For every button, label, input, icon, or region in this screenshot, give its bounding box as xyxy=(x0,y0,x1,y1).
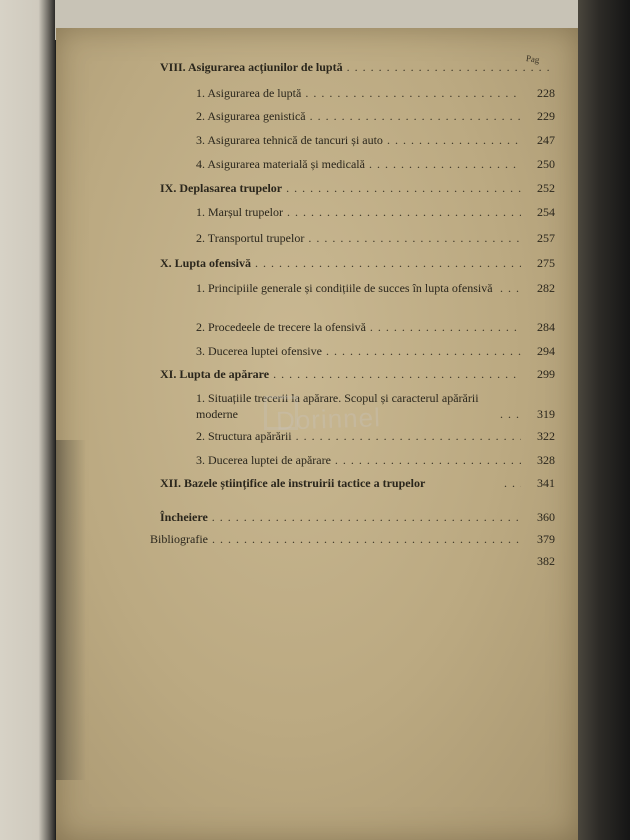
toc-entry-label: 1. Situațiile trecerii la apărare. Scopul și caracterul apărării moderne xyxy=(196,391,479,421)
toc-entry-viii-2 xyxy=(196,109,555,124)
toc-leader-dots xyxy=(496,407,521,422)
toc-page-number: 275 xyxy=(537,256,555,270)
toc-entry-incheiere xyxy=(160,510,555,525)
toc-entry-xi xyxy=(160,367,555,382)
toc-leader-dots xyxy=(283,205,521,220)
toc-page-number: 254 xyxy=(537,205,555,219)
toc-entry-label: 2. Procedeele de trecere la ofensivă xyxy=(196,320,366,334)
toc-entry-label: 3. Ducerea luptei ofensive xyxy=(196,344,322,358)
toc-leader-dots xyxy=(306,109,521,124)
toc-entry-label: XII. Bazele științifice ale instruirii tactice a trupelor xyxy=(160,476,426,490)
toc-entry-label: 2. Transportul trupelor xyxy=(196,231,305,245)
toc-entry-ix-2 xyxy=(196,231,555,246)
page-column-header: Pag xyxy=(525,53,541,65)
toc-page-number: 328 xyxy=(537,453,555,467)
toc-entry-label: XI. Lupta de apărare xyxy=(160,367,270,381)
toc-leader-dots xyxy=(496,281,521,296)
toc-page-number: 252 xyxy=(537,181,555,195)
toc-leader-dots xyxy=(304,231,521,246)
toc-leader-dots xyxy=(251,256,521,271)
toc-entry-viii-1 xyxy=(196,86,555,101)
toc-entry-x-1 xyxy=(196,280,555,296)
toc-entry-viii xyxy=(160,60,555,75)
toc-entry-bibliografie xyxy=(150,532,555,547)
toc-entry-label: 1. Principiile generale și condițiile de succes în lupta ofensivă xyxy=(196,281,493,295)
toc-entry-label: 4. Asigurarea materială și medicală xyxy=(196,157,365,171)
toc-leader-dots xyxy=(282,181,521,196)
toc-entry-viii-4 xyxy=(196,157,555,172)
toc-leader-dots xyxy=(208,532,521,547)
toc-page-number: 319 xyxy=(537,407,555,421)
toc-entry-x-2 xyxy=(196,320,555,335)
toc-entry-ix-1 xyxy=(196,205,555,220)
toc-entry-label: IX. Deplasarea trupelor xyxy=(160,181,283,195)
toc-leader-dots xyxy=(322,344,521,359)
toc-page-number: 228 xyxy=(537,86,555,100)
toc-entry-label: 1. Asigurarea de luptă xyxy=(196,86,302,100)
toc-entry-label: VIII. Asigurarea acțiunilor de luptă xyxy=(160,60,343,74)
toc-page-number: 299 xyxy=(537,367,555,381)
toc-entry-label: X. Lupta ofensivă xyxy=(160,256,252,270)
toc-page-number: 379 xyxy=(537,532,555,546)
toc-entry-final-page xyxy=(521,554,555,569)
toc-leader-dots xyxy=(269,367,521,382)
toc-page-number: 360 xyxy=(537,510,555,524)
toc-leader-dots xyxy=(500,476,521,491)
toc-entry-x xyxy=(160,256,555,271)
toc-entry-label: Bibliografie xyxy=(150,532,208,546)
toc-entry-x-3 xyxy=(196,344,555,359)
toc-leader-dots xyxy=(343,60,555,75)
toc-leader-dots xyxy=(301,86,521,101)
toc-page-number: 382 xyxy=(537,554,555,568)
toc-entry-label: Încheiere xyxy=(160,510,208,524)
toc-page-number: 250 xyxy=(537,157,555,171)
toc-leader-dots xyxy=(366,320,521,335)
toc-entry-label: 2. Asigurarea genistică xyxy=(196,109,306,123)
toc-entry-label: 3. Asigurarea tehnică de tancuri și auto xyxy=(196,133,383,147)
toc-leader-dots xyxy=(331,453,521,468)
toc-entry-xi-3 xyxy=(196,453,555,468)
watermark-text: Dorinnel xyxy=(275,402,382,436)
toc-entry-ix xyxy=(160,181,555,196)
toc-page-number: 282 xyxy=(537,281,555,295)
toc-page-number: 247 xyxy=(537,133,555,147)
toc-leader-dots xyxy=(208,510,521,525)
toc-page-number: 284 xyxy=(537,320,555,334)
toc-leader-dots xyxy=(383,133,521,148)
toc-entry-label: 1. Marșul trupelor xyxy=(196,205,283,219)
toc-page-number: 257 xyxy=(537,231,555,245)
toc-entry-xii xyxy=(160,475,555,491)
toc-entry-label: 3. Ducerea luptei de apărare xyxy=(196,453,331,467)
toc-page-number: 294 xyxy=(537,344,555,358)
toc-page-number: 341 xyxy=(537,476,555,490)
toc-entry-viii-3 xyxy=(196,133,555,148)
toc-page-number: 322 xyxy=(537,429,555,443)
toc-entry-label: 2. Structura apărării xyxy=(196,429,292,443)
toc-leader-dots xyxy=(365,157,521,172)
toc-page-number: 229 xyxy=(537,109,555,123)
